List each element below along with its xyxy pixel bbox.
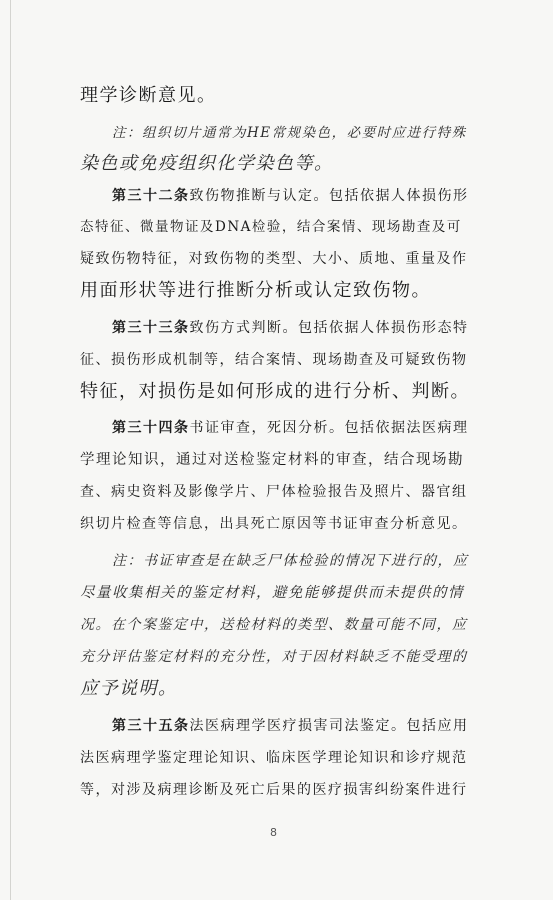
article-34-line: 第三十四条书证审查，死因分析。包括依据法医病理 bbox=[112, 420, 469, 436]
note-line: 尽量收集相关的鉴定材料，避免能够提供而未提供的情 bbox=[80, 585, 464, 601]
article-33-line: 第三十三条致伤方式判断。包括依据人体损伤形态特 bbox=[112, 320, 469, 336]
note-line: 应予说明。 bbox=[80, 678, 178, 699]
text-line: 法医病理学鉴定理论知识、临床医学理论知识和诊疗规范 bbox=[80, 750, 468, 766]
article-title: 第三十五条 bbox=[112, 718, 190, 734]
text-line: 特征，对损伤是如何形成的进行分析、判断。 bbox=[80, 381, 470, 402]
text-line: 织切片检查等信息，出具死亡原因等书证审查分析意见。 bbox=[80, 516, 468, 532]
text-line: 疑致伤物特征，对致伤物的类型、大小、质地、重量及作 bbox=[80, 251, 468, 267]
text-line: 等，对涉及病理诊断及死亡后果的医疗损害纠纷案件进行 bbox=[80, 782, 468, 798]
text-line: 征、损伤形成机制等，结合案情、现场勘查及可疑致伤物 bbox=[80, 352, 468, 368]
article-title: 第三十四条 bbox=[112, 420, 190, 436]
text-line: 学理论知识，通过对送检鉴定材料的审查，结合现场勘 bbox=[80, 452, 464, 468]
text-line: 用面形状等进行推断分析或认定致伤物。 bbox=[80, 280, 431, 301]
text-line: 查、病史资料及影像学片、尸体检验报告及照片、器官组 bbox=[80, 484, 468, 500]
page-number: 8 bbox=[270, 826, 277, 839]
note-line: 充分评估鉴定材料的充分性，对于因材料缺乏不能受理的 bbox=[80, 649, 468, 665]
note-line: 染色或免疫组织化学染色等。 bbox=[80, 153, 334, 174]
article-title: 第三十三条 bbox=[112, 320, 190, 336]
article-35-line: 第三十五条法医病理学医疗损害司法鉴定。包括应用 bbox=[112, 718, 469, 734]
note-line: 注：组织切片通常为HE常规染色，必要时应进行特殊 bbox=[112, 125, 467, 141]
page-edge-rule bbox=[10, 0, 11, 900]
note-line: 注：书证审查是在缺乏尸体检验的情况下进行的，应 bbox=[112, 553, 469, 569]
text-line: 理学诊断意见。 bbox=[80, 85, 217, 106]
article-title: 第三十二条 bbox=[112, 188, 190, 204]
note-line: 况。在个案鉴定中，送检材料的类型、数量可能不同，应 bbox=[80, 617, 468, 633]
text-line: 态特征、微量物证及DNA检验，结合案情、现场勘查及可 bbox=[80, 219, 462, 235]
article-32-line: 第三十二条致伤物推断与认定。包括依据人体损伤形 bbox=[112, 188, 469, 204]
